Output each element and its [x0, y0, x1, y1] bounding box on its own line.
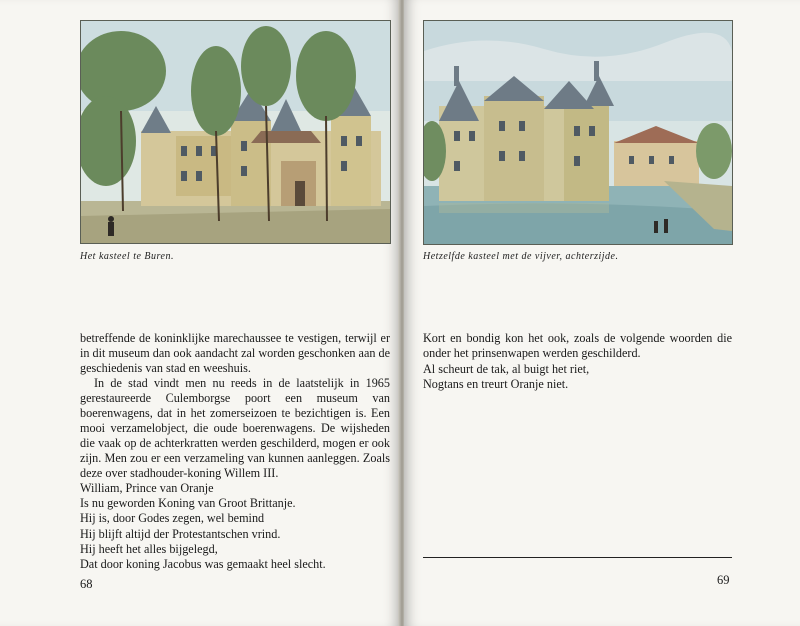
- page-number-right: 69: [717, 573, 730, 587]
- right-illustration-caption: Hetzelfde kasteel met de vijver, achterzijde.: [423, 251, 619, 262]
- poem-line: Hij is, door Godes zegen, wel bemind: [80, 511, 265, 526]
- poem-line: Is nu geworden Koning van Groot Brittanje.: [80, 496, 296, 511]
- poem-line: Nogtans en treurt Oranje niet.: [423, 377, 569, 392]
- poem-line: Hij blijft altijd der Protestantschen vrind.: [80, 526, 281, 541]
- poem-line: Al scheurt de tak, al buigt het riet,: [423, 362, 590, 376]
- poem-line: William, Prince van Oranje: [80, 481, 214, 495]
- paragraph: betreffende de koninklijke marechaussee te vestigen, terwijl er in dit museum dan ook aandacht zal worden geschonken aan de geschiedenis van stad en weeshuis.: [80, 331, 391, 375]
- right-body-text: [423, 331, 732, 361]
- paragraph: Kort en bondig kon het ook, zoals de volgende woorden die onder het prinsenwapen werden geschilderd.: [423, 331, 732, 360]
- left-poem: [80, 481, 326, 572]
- left-illustration-caption: Het kasteel te Buren.: [80, 251, 174, 262]
- page-number-left: 68: [80, 577, 93, 591]
- left-body-text: [80, 331, 390, 481]
- poem-line: Hij heeft het alles bijgelegd,: [80, 541, 218, 556]
- paragraph: In de stad vindt men nu reeds in de laatstelijk in 1965 gerestaureerde Culemborgse poort een museum van boerenwagens, dat in het zomerseizoen te bezichtigen is. Een mooi verzamelobject, die oude boerenwagens. De wijsheden die vaak op de achterkratten werden geschilderd, mogen er ook zijn. Men zou er een verzameling van kunnen aanleggen. Zoals deze over stadhouder-koning Willem III.: [80, 376, 390, 480]
- castle-pond-illustration: [423, 20, 733, 245]
- footer-rule: [423, 557, 732, 558]
- poem-line: Dat door koning Jacobus was gemaakt heel slecht.: [80, 557, 326, 572]
- castle-buren-illustration: [80, 20, 391, 244]
- right-poem: [423, 362, 589, 392]
- right-page: [404, 0, 800, 626]
